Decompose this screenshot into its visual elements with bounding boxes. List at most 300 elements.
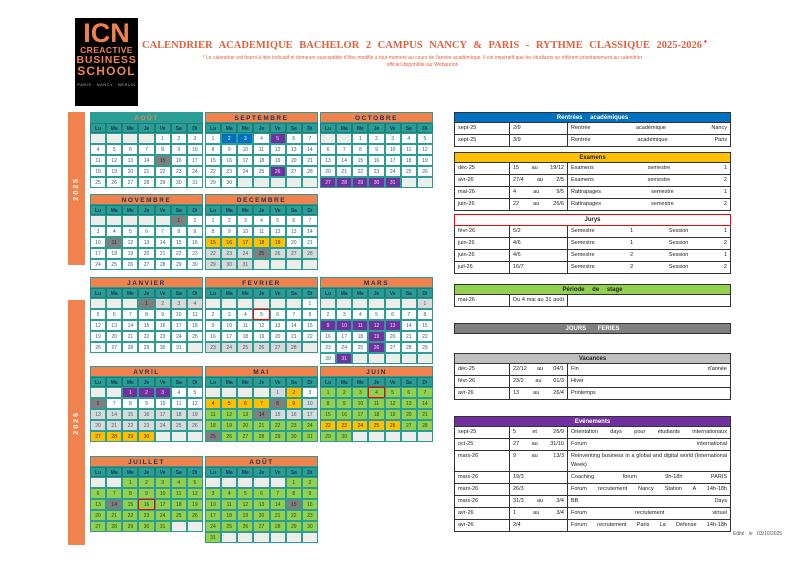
day-cell: 23 xyxy=(187,248,203,259)
day-cell: 10 xyxy=(336,320,352,331)
day-cell-empty xyxy=(368,353,384,364)
weekday-label: Je xyxy=(138,123,154,133)
day-cell: 14 xyxy=(401,320,417,331)
month-janvier xyxy=(90,277,203,353)
day-cell: 15 xyxy=(205,237,221,248)
day-cell: 18 xyxy=(171,409,187,420)
day-cell-empty xyxy=(138,215,154,226)
table-cell: Rentrée académique Paris xyxy=(571,137,727,143)
day-cell-empty xyxy=(286,259,302,270)
day-cell: 13 xyxy=(106,320,122,331)
table-cell: Du 4 mai au 31 août xyxy=(510,295,568,306)
day-cell: 9 xyxy=(320,320,336,331)
day-cell: 9 xyxy=(138,488,154,499)
day-cell: 11 xyxy=(221,499,237,510)
month-aout-2025 xyxy=(90,112,203,188)
day-cell: 16 xyxy=(368,155,384,166)
day-cell: 9 xyxy=(205,320,221,331)
day-cell: 6 xyxy=(286,215,302,226)
day-cell: 7 xyxy=(302,133,318,144)
day-cell-empty xyxy=(286,532,302,543)
day-cell: 1 xyxy=(205,215,221,226)
day-cell: 25 xyxy=(253,166,269,177)
day-cell: 11 xyxy=(171,488,187,499)
day-cell: 27 xyxy=(237,431,253,442)
day-cell: 31 xyxy=(187,177,203,188)
table-cell: Coaching forum 9h-18h PARIS xyxy=(571,474,727,480)
day-cell: 23 xyxy=(205,342,221,353)
day-cell: 6 xyxy=(106,309,122,320)
weekday-row xyxy=(90,467,203,477)
day-cell: 25 xyxy=(90,177,106,188)
day-cell: 31 xyxy=(385,177,401,188)
day-cell: 23 xyxy=(221,166,237,177)
weekday-label: Me xyxy=(122,467,138,477)
day-cell-empty xyxy=(155,215,171,226)
day-cell: 16 xyxy=(138,409,154,420)
day-cell: 15 xyxy=(286,499,302,510)
day-cell: 26 xyxy=(187,420,203,431)
day-cell: 6 xyxy=(385,309,401,320)
day-cell-empty xyxy=(253,259,269,270)
day-cell: 11 xyxy=(205,409,221,420)
table-cell: avr-26 xyxy=(455,508,510,519)
day-cell: 12 xyxy=(385,398,401,409)
icn-logo xyxy=(75,18,138,106)
day-cell: 10 xyxy=(187,144,203,155)
day-cell: 8 xyxy=(270,398,286,409)
day-cell: 18 xyxy=(205,420,221,431)
day-cell: 1 xyxy=(417,298,433,309)
weekday-label: Ma xyxy=(106,123,122,133)
day-cell: 22 xyxy=(122,510,138,521)
table-jurys xyxy=(454,214,731,274)
weekday-label: Lu xyxy=(320,377,336,387)
weekday-label: Me xyxy=(122,205,138,215)
day-cell: 31 xyxy=(171,342,187,353)
month-grid xyxy=(90,387,203,442)
day-cell: 30 xyxy=(138,431,154,442)
edited-date: Edité le 03/10/2025 xyxy=(733,531,783,537)
table-cell: 31/3 au 3/4 xyxy=(510,496,568,507)
day-cell: 26 xyxy=(187,510,203,521)
day-cell: 20 xyxy=(286,237,302,248)
day-cell: 19 xyxy=(106,166,122,177)
table-row xyxy=(454,262,731,274)
day-cell: 8 xyxy=(320,398,336,409)
day-cell-empty xyxy=(187,521,203,532)
table-cell: 15 au 19/12 xyxy=(510,163,568,174)
weekday-label: Me xyxy=(237,467,253,477)
day-cell: 30 xyxy=(187,259,203,270)
day-cell: 10 xyxy=(302,398,318,409)
weekday-label: Je xyxy=(138,377,154,387)
day-cell-empty xyxy=(205,477,221,488)
day-cell: 29 xyxy=(320,431,336,442)
day-cell: 11 xyxy=(90,155,106,166)
day-cell: 6 xyxy=(90,398,106,409)
day-cell: 22 xyxy=(286,510,302,521)
table-evenements xyxy=(454,416,731,532)
day-cell: 28 xyxy=(401,342,417,353)
day-cell: 28 xyxy=(155,259,171,270)
weekday-label: Je xyxy=(253,377,269,387)
day-cell: 8 xyxy=(205,226,221,237)
day-cell-empty xyxy=(253,298,269,309)
day-cell: 13 xyxy=(138,237,154,248)
day-cell: 8 xyxy=(417,309,433,320)
weekday-label: Sa xyxy=(286,377,302,387)
day-cell: 30 xyxy=(138,521,154,532)
day-cell: 28 xyxy=(302,248,318,259)
weekday-label: Me xyxy=(237,123,253,133)
day-cell: 21 xyxy=(417,409,433,420)
day-cell-empty xyxy=(286,177,302,188)
weekday-label: Sa xyxy=(171,123,187,133)
day-cell: 26 xyxy=(122,259,138,270)
month-avril xyxy=(90,366,203,442)
table-cell: Semestre 1 Session 1 xyxy=(571,228,727,234)
weekday-label: Ve xyxy=(270,467,286,477)
day-cell: 4 xyxy=(171,387,187,398)
day-cell: 6 xyxy=(122,144,138,155)
day-cell: 3 xyxy=(302,387,318,398)
day-cell: 31 xyxy=(205,532,221,543)
month-grid xyxy=(205,133,318,188)
day-cell: 28 xyxy=(122,342,138,353)
day-cell: 29 xyxy=(417,342,433,353)
month-title: FEVRIER xyxy=(205,277,318,288)
month-grid xyxy=(205,215,318,270)
day-cell: 24 xyxy=(187,166,203,177)
day-cell: 5 xyxy=(106,144,122,155)
day-cell: 18 xyxy=(401,155,417,166)
day-cell: 4 xyxy=(221,488,237,499)
day-cell: 2 xyxy=(205,309,221,320)
table-cell: déc-25 xyxy=(455,364,510,375)
day-cell: 31 xyxy=(336,353,352,364)
table-row xyxy=(454,175,731,187)
table-cell: 9 au 13/3 xyxy=(510,451,568,471)
day-cell: 18 xyxy=(237,331,253,342)
day-cell: 14 xyxy=(253,409,269,420)
day-cell: 25 xyxy=(171,510,187,521)
day-cell: 5 xyxy=(385,387,401,398)
table-cell: BB Days xyxy=(571,498,727,504)
day-cell-empty xyxy=(221,477,237,488)
day-cell: 4 xyxy=(187,298,203,309)
day-cell: 3 xyxy=(385,133,401,144)
weekday-label: Ma xyxy=(106,205,122,215)
day-cell: 2 xyxy=(138,387,154,398)
day-cell: 23 xyxy=(286,420,302,431)
day-cell: 5 xyxy=(122,226,138,237)
day-cell: 5 xyxy=(90,309,106,320)
day-cell: 29 xyxy=(352,177,368,188)
day-cell-empty xyxy=(401,353,417,364)
day-cell: 15 xyxy=(320,409,336,420)
table-cell: 3/9 xyxy=(510,135,568,146)
day-cell: 15 xyxy=(155,155,171,166)
day-cell: 29 xyxy=(122,431,138,442)
day-cell: 10 xyxy=(237,226,253,237)
day-cell: 30 xyxy=(320,353,336,364)
day-cell: 20 xyxy=(122,166,138,177)
day-cell: 8 xyxy=(138,309,154,320)
month-title: AOÛT xyxy=(90,112,203,123)
day-cell: 19 xyxy=(237,510,253,521)
day-cell: 19 xyxy=(270,237,286,248)
day-cell: 1 xyxy=(171,215,187,226)
day-cell: 21 xyxy=(286,331,302,342)
day-cell: 20 xyxy=(138,248,154,259)
day-cell: 22 xyxy=(122,420,138,431)
day-cell: 9 xyxy=(138,398,154,409)
day-cell-empty xyxy=(320,298,336,309)
day-cell: 20 xyxy=(401,409,417,420)
table-cell: mars-26 xyxy=(455,472,510,483)
day-cell: 20 xyxy=(320,166,336,177)
day-cell: 27 xyxy=(401,420,417,431)
table-cell: févr-26 xyxy=(455,226,510,237)
table-cell: 5 et 26/9 xyxy=(510,427,568,438)
day-cell: 13 xyxy=(385,320,401,331)
day-cell: 28 xyxy=(417,420,433,431)
day-cell: 9 xyxy=(187,226,203,237)
day-cell: 8 xyxy=(155,144,171,155)
day-cell: 12 xyxy=(122,237,138,248)
day-cell-empty xyxy=(237,298,253,309)
table-cell: Rentrée académique Nancy xyxy=(571,125,727,131)
weekday-label: Lu xyxy=(205,377,221,387)
weekday-label: Je xyxy=(253,205,269,215)
weekday-label: Ma xyxy=(221,205,237,215)
weekday-label: Ve xyxy=(270,288,286,298)
day-cell-empty xyxy=(138,133,154,144)
day-cell: 10 xyxy=(385,144,401,155)
day-cell: 30 xyxy=(221,177,237,188)
day-cell: 28 xyxy=(106,431,122,442)
day-cell-empty xyxy=(122,298,138,309)
day-cell: 11 xyxy=(368,398,384,409)
day-cell-empty xyxy=(253,177,269,188)
weekday-row xyxy=(90,377,203,387)
weekday-label: Sa xyxy=(171,377,187,387)
day-cell-empty xyxy=(90,387,106,398)
day-cell-empty xyxy=(122,133,138,144)
day-cell-empty xyxy=(253,477,269,488)
day-cell: 24 xyxy=(221,342,237,353)
month-title: MAI xyxy=(205,366,318,377)
day-cell-empty xyxy=(385,298,401,309)
table-cell: 27 au 31/10 xyxy=(510,439,568,450)
table-cell: déc-25 xyxy=(455,163,510,174)
day-cell-empty xyxy=(221,387,237,398)
table-cell: 4/6 xyxy=(510,238,568,249)
weekday-label: Di xyxy=(187,205,203,215)
day-cell: 3 xyxy=(205,488,221,499)
day-cell: 10 xyxy=(171,309,187,320)
day-cell: 22 xyxy=(320,420,336,431)
logo-cities-text: PARIS · NANCY · BERLIN xyxy=(77,82,136,87)
day-cell-empty xyxy=(106,215,122,226)
table-cell: sept-25 xyxy=(455,123,510,134)
weekday-label: Sa xyxy=(171,467,187,477)
day-cell: 5 xyxy=(368,309,384,320)
table-row xyxy=(454,199,731,211)
month-grid xyxy=(90,298,203,353)
day-cell-empty xyxy=(352,431,368,442)
table-row xyxy=(454,364,731,376)
day-cell: 4 xyxy=(352,309,368,320)
day-cell: 28 xyxy=(270,521,286,532)
weekday-label: Me xyxy=(122,377,138,387)
day-cell: 7 xyxy=(336,144,352,155)
day-cell: 23 xyxy=(302,510,318,521)
table-cell: avr-26 xyxy=(455,520,510,531)
day-cell: 20 xyxy=(237,420,253,431)
table-cell: sept-25 xyxy=(455,135,510,146)
weekday-label: Lu xyxy=(90,123,106,133)
day-cell: 14 xyxy=(270,499,286,510)
day-cell: 15 xyxy=(122,409,138,420)
day-cell: 7 xyxy=(155,226,171,237)
table-cell: mars-26 xyxy=(455,451,510,471)
day-cell: 14 xyxy=(286,320,302,331)
day-cell: 24 xyxy=(237,248,253,259)
table-cell: Semestre 1 Session 2 xyxy=(571,240,727,246)
weekday-label: Lu xyxy=(205,288,221,298)
table-cell: Rattrapages semestre 2 xyxy=(571,201,727,207)
weekday-label: Sa xyxy=(171,205,187,215)
day-cell: 17 xyxy=(171,320,187,331)
day-cell: 4 xyxy=(237,309,253,320)
day-cell: 13 xyxy=(237,409,253,420)
day-cell: 26 xyxy=(417,166,433,177)
day-cell: 15 xyxy=(352,155,368,166)
day-cell: 22 xyxy=(417,331,433,342)
weekday-row xyxy=(205,377,318,387)
day-cell-empty xyxy=(205,387,221,398)
table-title: Evénements xyxy=(454,416,731,427)
day-cell: 12 xyxy=(106,155,122,166)
day-cell: 11 xyxy=(171,398,187,409)
day-cell: 28 xyxy=(336,177,352,188)
day-cell: 24 xyxy=(302,420,318,431)
table-rentrees xyxy=(454,112,731,147)
day-cell: 9 xyxy=(286,398,302,409)
day-cell: 9 xyxy=(336,398,352,409)
weekday-label: Ma xyxy=(106,377,122,387)
day-cell: 19 xyxy=(122,248,138,259)
day-cell: 22 xyxy=(302,331,318,342)
table-row xyxy=(454,187,731,199)
day-cell: 18 xyxy=(106,248,122,259)
table-cell: Fin d'année xyxy=(571,366,727,372)
table-cell: Semestre 2 Session 1 xyxy=(571,252,727,258)
day-cell: 3 xyxy=(155,387,171,398)
day-cell-empty xyxy=(302,532,318,543)
day-cell: 18 xyxy=(171,499,187,510)
weekday-label: Sa xyxy=(401,123,417,133)
weekday-label: Ma xyxy=(336,288,352,298)
month-decembre xyxy=(205,194,318,270)
day-cell: 17 xyxy=(205,510,221,521)
day-cell-empty xyxy=(401,177,417,188)
day-cell: 2 xyxy=(302,477,318,488)
day-cell: 7 xyxy=(253,398,269,409)
day-cell: 14 xyxy=(122,320,138,331)
month-grid xyxy=(90,477,203,532)
table-row xyxy=(454,135,731,147)
table-cell: juin-26 xyxy=(455,238,510,249)
disclaimer xyxy=(150,55,695,68)
day-cell: 6 xyxy=(138,226,154,237)
table-cell: 26/3 xyxy=(510,484,568,495)
day-cell: 5 xyxy=(270,215,286,226)
day-cell-empty xyxy=(417,353,433,364)
table-cell: Hiver xyxy=(571,378,584,384)
day-cell: 26 xyxy=(90,342,106,353)
day-cell: 7 xyxy=(106,398,122,409)
weekday-label: Je xyxy=(138,205,154,215)
weekday-label: Ve xyxy=(385,123,401,133)
day-cell: 10 xyxy=(352,398,368,409)
day-cell: 15 xyxy=(122,499,138,510)
weekday-row xyxy=(320,288,433,298)
year-bar-2025 xyxy=(68,112,85,265)
day-cell: 27 xyxy=(270,342,286,353)
day-cell: 3 xyxy=(237,215,253,226)
day-cell: 19 xyxy=(187,409,203,420)
weekday-label: Di xyxy=(187,288,203,298)
day-cell-empty xyxy=(270,477,286,488)
day-cell-empty xyxy=(90,215,106,226)
day-cell: 14 xyxy=(336,155,352,166)
day-cell: 23 xyxy=(138,510,154,521)
month-title: SEPTEMBRE xyxy=(205,112,318,123)
day-cell: 11 xyxy=(253,226,269,237)
day-cell: 16 xyxy=(221,155,237,166)
day-cell: 16 xyxy=(171,155,187,166)
day-cell: 17 xyxy=(237,237,253,248)
day-cell: 26 xyxy=(106,177,122,188)
weekday-label: Sa xyxy=(401,377,417,387)
weekday-label: Di xyxy=(302,377,318,387)
weekday-label: Ma xyxy=(106,288,122,298)
day-cell: 16 xyxy=(286,409,302,420)
month-novembre xyxy=(90,194,203,270)
weekday-label: Ma xyxy=(336,123,352,133)
day-cell: 17 xyxy=(221,331,237,342)
day-cell: 30 xyxy=(302,521,318,532)
day-cell: 17 xyxy=(90,248,106,259)
month-grid xyxy=(320,133,433,188)
table-cell: sept-25 xyxy=(455,427,510,438)
day-cell: 20 xyxy=(286,155,302,166)
weekday-row xyxy=(320,123,433,133)
table-cell: Semestre 2 Session 2 xyxy=(571,264,727,270)
day-cell: 18 xyxy=(187,320,203,331)
day-cell: 13 xyxy=(286,144,302,155)
logo-creactive-text: CREACTIVE xyxy=(80,45,133,55)
weekday-label: Di xyxy=(417,288,433,298)
day-cell: 24 xyxy=(336,342,352,353)
day-cell: 18 xyxy=(253,155,269,166)
day-cell: 13 xyxy=(286,226,302,237)
day-cell: 27 xyxy=(320,177,336,188)
year-bar-2025-label: 2025 xyxy=(73,176,80,201)
